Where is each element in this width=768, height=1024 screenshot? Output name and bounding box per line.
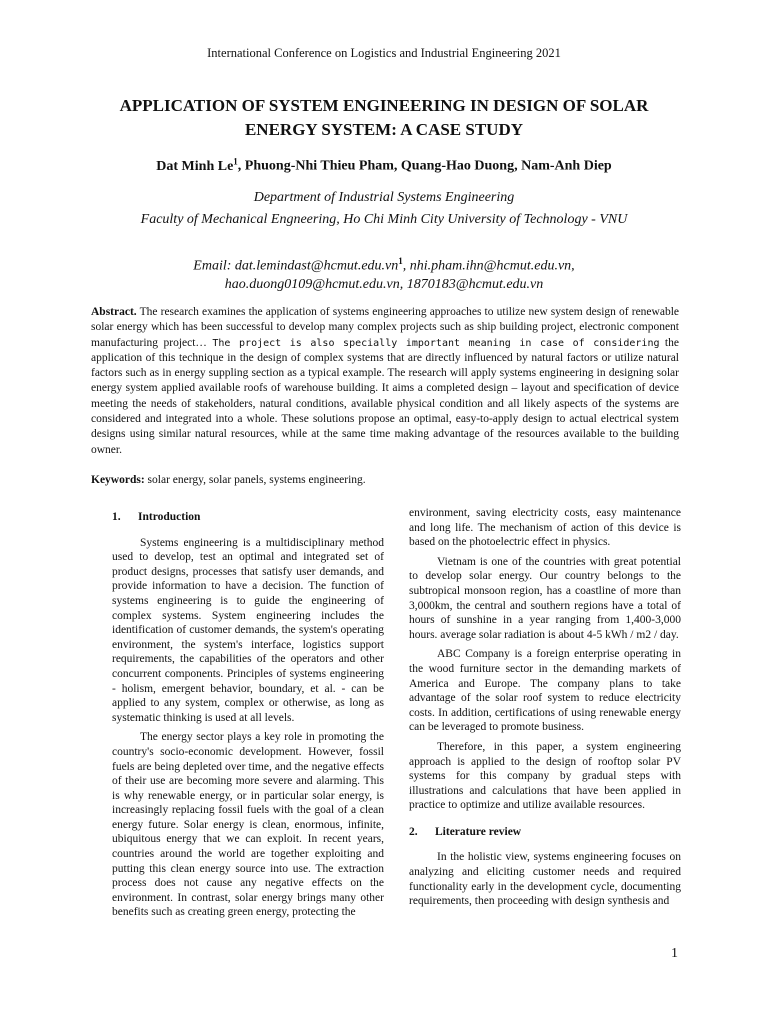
keywords-text: solar energy, solar panels, systems engineering. [144,474,366,486]
paragraph: The energy sector plays a key role in promoting the country's socio-economic development. However, fossil fuels are being depleted over time, and the negative effects of their use are becoming more severe and alarming. This is why renewable energy, or in particular solar energy, is increasingly replacing fossil fuels with the goal of a clean energy future. Solar energy is clean, enormous, infinite, ubiquitous energy that we can exploit. In recent years, countries around the world are together exploiting and putting this clean energy source into use. The extraction process does not cause any negative effects on the environment. In contrast, solar energy brings many other benefits such as creating green energy, protecting the [112,731,384,919]
abstract-alt-font-text: The project is also specially important meaning in case of considering [212,337,660,349]
author-first [156,156,238,174]
email-superscript: 1 [398,256,403,266]
paragraph: Systems engineering is a multidisciplinary method used to develop, test an optimal and integrated set of product designs, processes that satisfy user demands, and provide information to have a decision. The function of systems engineering is to guide the engineering of complex systems. System engineering includes the identification of customer demands, the system's operating environment, the system's interface, logistics support requirements, the capabilities of the operators and other concurrent components. Principles of systems engineering - holism, emergent behavior, boundary, et al. - can be applied to any system, complex or otherwise, as long as systematic thinking is used at all levels. [112,536,384,724]
conference-header: International Conference on Logistics and Industrial Engineering 2021 [207,46,561,60]
email-line-2: hao.duong0109@hcmut.edu.vn, 1870183@hcmut.edu.vn [224,276,544,292]
title-line-1: APPLICATION OF SYSTEM ENGINEERING IN DESIGN OF SOLAR [119,96,649,115]
title-line-2: ENERGY SYSTEM: A CASE STUDY [244,120,524,139]
paragraph: Vietnam is one of the countries with great potential to develop solar energy. Our country belongs to the subtropical monsoon region, has a coastline of more than 3,000km, the central and southern regions have a total of hours of sunshine in a year ranging from 1,400-3,000 hours. average solar radiation is about 4-5 kWh / m2 / day. [409,555,681,641]
section-number: 2. [409,825,418,838]
keywords-label: Keywords: [91,474,145,486]
author-others: , Phuong-Nhi Thieu Pham, Quang-Hao Duong, Nam-Anh Diep [237,158,612,174]
email-prefix: Email: dat.lemindast@hcmut.edu.vn [193,258,399,274]
keywords [91,474,679,486]
paragraph: In the holistic view, systems engineering focuses on analyzing and eliciting customer needs and required functionality early in the development cycle, documenting requirements, then proceeding with design synthesis and [409,851,681,908]
paragraph: ABC Company is a foreign enterprise operating in the wood furniture sector in the demanding markets of America and Europe. The company plans to take advantage of the solar roof system to reduce electricity costs. In addition, certifications of using renewable energy can be leveraged to promote business. [409,648,681,734]
section-number: 1. [112,511,121,523]
section-heading-literature-review [409,825,681,840]
abstract-text-part2: the application of this technique in the design of complex systems that are directly influenced by natural factors or utilize natural factors such as in energy suppling section as a typical example. The research will apply systems engineering in designing solar energy system applied available roofs of warehouse building. It aims a completed design – layout and specification of device meeting the needs of stakeholders, natural conditions, available physical condition and all likely aspects of the systems are considered and integrated into a whole. These solutions propose an optimal, easy-to-apply design to actual electrical system designs using similar natural resources, while at the same time making advantage of the resources available to the building owner. [91,336,679,456]
author-first-name: Dat Minh Le [156,158,234,174]
paragraph-continued: environment, saving electricity costs, easy maintenance and long life. The mechanism of action of this device is based on the photoelectric effect in physics. [409,507,681,549]
right-column [409,506,681,914]
left-column [112,506,384,925]
abstract-text-part1: The research examines the application of systems engineering approaches to utilize new system design of renewable solar energy which has been successful to develop many complex projects such as ship building project, electronic component manufacturing project… [91,306,679,349]
email-rest-line1: , nhi.pham.ihn@hcmut.edu.vn, [402,258,575,274]
author-emails [0,252,768,294]
affiliation-department: Department of Industrial Systems Engineering [253,190,515,205]
affiliation-faculty: Faculty of Mechanical Engneering, Ho Chi Minh City University of Technology - VNU [140,212,628,227]
author-list [0,156,768,175]
section-heading-introduction [112,510,384,525]
abstract-label: Abstract. [91,306,137,318]
section-title: Literature review [435,825,522,838]
page-number: 1 [671,946,678,961]
paper-title [80,94,688,142]
paragraph: Therefore, in this paper, a system engineering approach is applied to the design of rooftop solar PV systems for this company by gradual steps with illustrations and calculations that have been applied in practice to optimize and utilize available resources. [409,740,681,812]
author-first-superscript: 1 [233,156,238,166]
section-title: Introduction [138,511,201,523]
abstract [91,305,679,458]
